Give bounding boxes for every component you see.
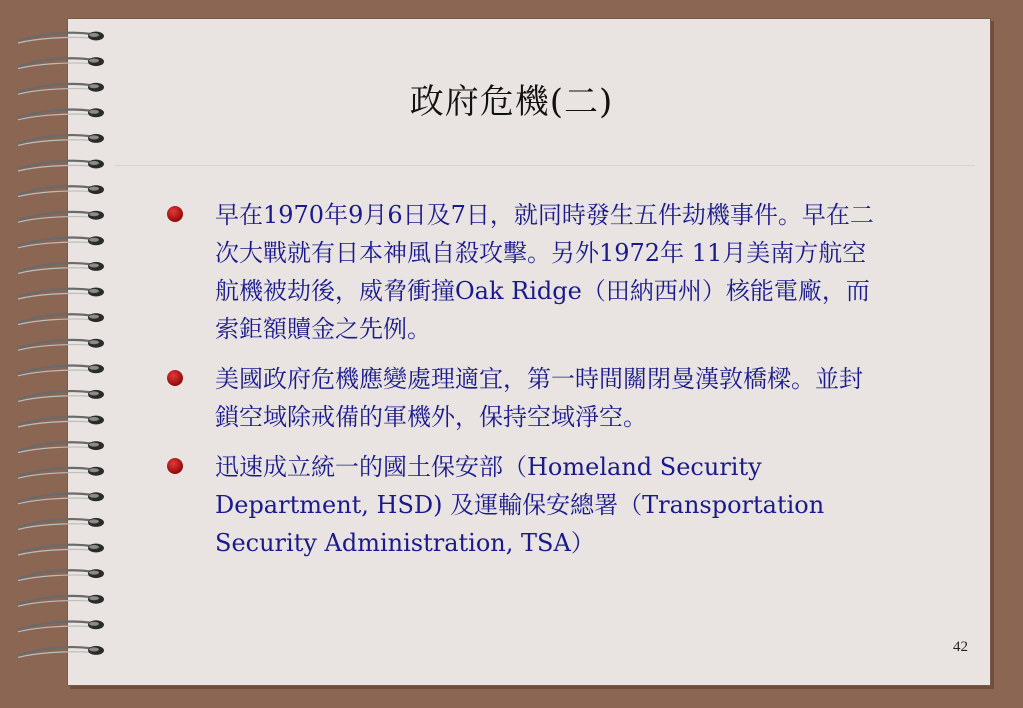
bullet-item: [165, 196, 885, 348]
red-sphere-bullet-icon: [167, 206, 183, 222]
page-number: 42: [953, 639, 968, 655]
binding-wire: [18, 365, 92, 373]
binding-hole-shine: [89, 238, 99, 242]
binding-wire: [18, 545, 92, 553]
slide-title: 政府危機(二): [409, 82, 614, 122]
binding-hole-shine: [89, 263, 99, 267]
binding-hole-shine: [89, 340, 99, 344]
binding-wire: [18, 621, 92, 629]
title-divider: [115, 165, 975, 166]
binding-wire: [18, 289, 92, 297]
binding-hole-shine: [89, 545, 99, 549]
binding-hole-shine: [89, 135, 99, 139]
bullet-text: 迅速成立統一的國土保安部（Homeland Security Department, HSD) 及運輸保安總署（Transportation Security Administration, TSA）: [215, 453, 825, 557]
binding-hole-shine: [89, 571, 99, 575]
binding-hole-shine: [89, 443, 99, 447]
binding-wire: [18, 647, 92, 655]
binding-hole-shine: [89, 212, 99, 216]
bullet-text: 早在1970年9月6日及7日，就同時發生五件劫機事件。早在二次大戰就有日本神風自殺攻擊。另外1972年 11月美南方航空航機被劫後，威脅衝撞Oak Ridge（田納西州）核能電廠，而索鉅額贖金之先例。: [215, 201, 874, 343]
binding-hole-shine: [89, 596, 99, 600]
binding-hole-shine: [89, 519, 99, 523]
binding-hole-shine: [89, 366, 99, 370]
binding-wire: [18, 391, 92, 399]
binding-wire: [18, 58, 92, 66]
binding-wire: [18, 263, 92, 271]
binding-hole-shine: [89, 33, 99, 37]
binding-hole-shine: [89, 161, 99, 165]
binding-hole-shine: [89, 468, 99, 472]
red-sphere-bullet-icon: [167, 370, 183, 386]
binding-wire: [18, 468, 92, 476]
binding-wire: [18, 135, 92, 143]
binding-wire: [18, 212, 92, 220]
binding-wire: [18, 493, 92, 501]
binding-wire: [18, 314, 92, 322]
red-sphere-bullet-icon: [167, 458, 183, 474]
bullet-item: [165, 448, 885, 562]
binding-wire: [18, 33, 92, 41]
binding-wire: [18, 340, 92, 348]
binding-wire: [18, 442, 92, 450]
binding-hole-shine: [89, 494, 99, 498]
bullet-text: 美國政府危機應變處理適宜，第一時間關閉曼漢敦橋樑。並封鎖空域除戒備的軍機外，保持空域淨空。: [215, 365, 863, 431]
binding-hole-shine: [89, 187, 99, 191]
binding-hole-shine: [89, 391, 99, 395]
bullet-item: [165, 360, 885, 436]
binding-wire: [18, 417, 92, 425]
bullet-list: [165, 196, 885, 562]
binding-hole-shine: [89, 647, 99, 651]
binding-wire: [18, 161, 92, 169]
binding-hole-shine: [89, 315, 99, 319]
binding-wire: [18, 519, 92, 527]
binding-wire: [18, 186, 92, 194]
binding-hole-shine: [89, 417, 99, 421]
binding-hole-shine: [89, 59, 99, 63]
binding-wire: [18, 237, 92, 245]
binding-hole-shine: [89, 289, 99, 293]
binding-wire: [18, 596, 92, 604]
binding-hole-shine: [89, 622, 99, 626]
binding-wire: [18, 570, 92, 578]
